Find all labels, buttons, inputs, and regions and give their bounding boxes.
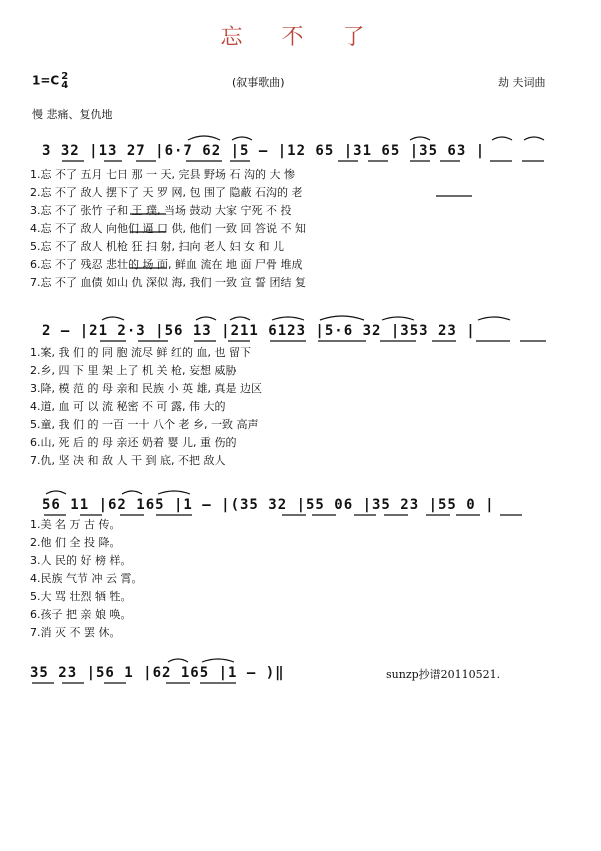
key-prefix: 1=C (32, 73, 60, 88)
lyric-line: 7.消 灭 不 罢 休。 (30, 626, 121, 639)
lyric-line: 7.忘 不了 血债 如山 仇 深似 海, 我们 一致 宣 誓 团结 复 (30, 276, 306, 289)
notation-line-4: 35 23 |56 1 |62 165 |1 – )‖ (30, 665, 285, 681)
notation-line-3: 56 11 |62 165 |1 – |(35 32 |55 06 |35 23 |55 0 | (42, 497, 495, 513)
notation-line-2: 2 – |21 2·3 |56 13 |211 6123 |5·6 32 |353 23 | (42, 323, 476, 339)
lyric-line: 6.孩子 把 亲 娘 唤。 (30, 608, 132, 621)
lyric-line: 6.忘 不了 残忍 悲壮的 场 面, 鲜血 流在 地 面 尸骨 堆成 (30, 258, 303, 271)
lyric-line: 4.道, 血 可 以 流 秘密 不 可 露, 伟 大的 (30, 400, 226, 413)
lyric-line: 5.忘 不了 敌人 机枪 狂 扫 射, 扫向 老人 妇 女 和 儿 (30, 240, 284, 253)
lyric-line: 3.忘 不了 张竹 子和 王 璞, 当场 鼓动 大家 宁死 不 投 (30, 204, 292, 217)
lyric-line: 7.仇, 坚 决 和 敌 人 干 到 底, 不把 敌人 (30, 454, 226, 467)
lyric-line: 3.降, 模 范 的 母 亲和 民族 小 英 雄, 真是 边区 (30, 382, 262, 395)
copyist-credit: sunzp抄谱20110521. (386, 668, 501, 681)
time-sig-top: 2 (61, 71, 69, 82)
tempo-marking: 慢 悲痛、复仇地 (32, 108, 113, 121)
time-sig-bottom: 4 (61, 80, 69, 91)
lyric-line: 2.他 们 全 投 降。 (30, 536, 121, 549)
lyric-line: 1.忘 不了 五月 七日 那 一 天, 完县 野场 石 沟的 大 惨 (30, 168, 295, 181)
lyric-line: 4.民族 气节 冲 云 霄。 (30, 572, 143, 585)
genre-label: (叙事歌曲) (232, 76, 285, 89)
song-title: 忘 不 了 (220, 25, 381, 50)
lyric-line: 4.忘 不了 敌人 向他们 逼 口 供, 他们 一致 回 答说 不 知 (30, 222, 306, 235)
lyric-line: 6.山, 死 后 的 母 亲还 奶着 婴 儿, 重 伤的 (30, 436, 237, 449)
notation-line-1: 3 32 |13 27 |6·7 62 |5 – |12 65 |31 65 |35 63 | (42, 143, 486, 159)
credits: 劫 夫词曲 (498, 76, 546, 89)
lyric-line: 2.忘 不了 敌人 摆下了 天 罗 网, 包 围了 隐蔽 石沟的 老 (30, 186, 303, 199)
lyric-line: 5.大 骂 壮烈 牺 牲。 (30, 590, 132, 603)
lyric-line: 5.童, 我 们 的 一百 一十 八个 老 乡, 一致 高声 (30, 418, 259, 431)
lyric-line: 3.人 民的 好 榜 样。 (30, 554, 132, 567)
lyric-line: 1.案, 我 们 的 同 胞 流尽 鲜 红的 血, 也 留下 (30, 346, 251, 359)
lyric-line: 2.乡, 四 下 里 架 上了 机 关 枪, 妄想 威胁 (30, 364, 237, 377)
lyric-line: 1.美 名 万 古 传。 (30, 518, 121, 531)
